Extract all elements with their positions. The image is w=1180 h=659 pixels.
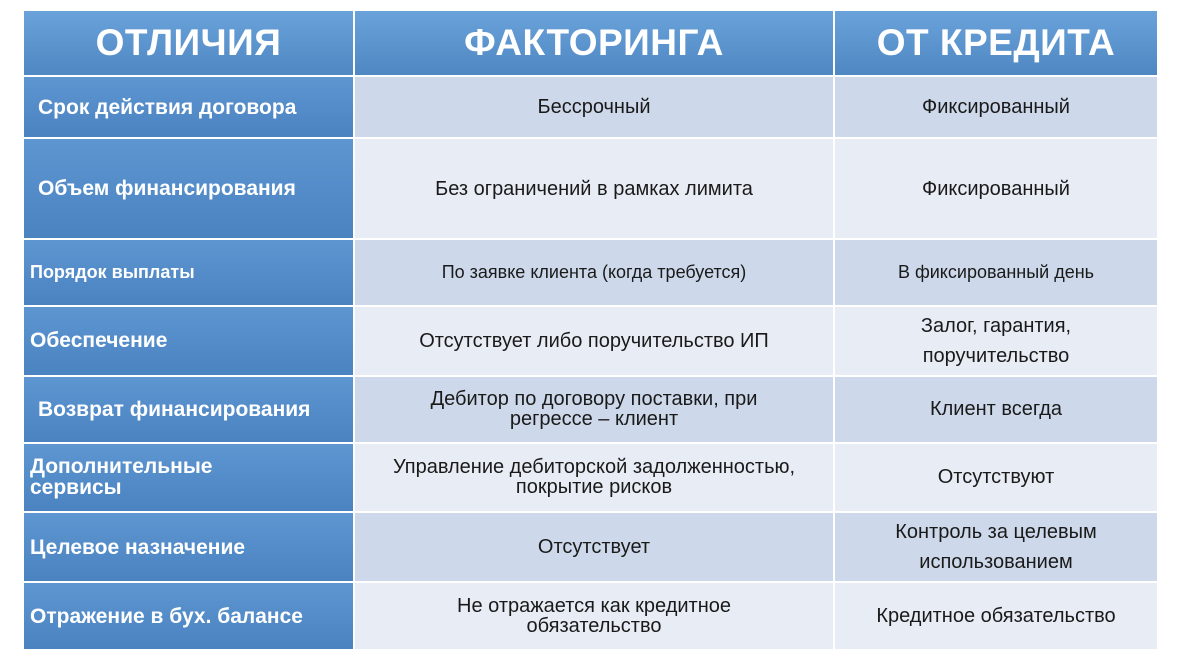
header-differences: ОТЛИЧИЯ [23,10,354,76]
table-row [23,76,1158,138]
row-label-balance: Отражение в бух. балансе [23,582,354,650]
comparison-table [22,9,1159,651]
cell-factoring-collateral: Отсутствует либо поручительство ИП [354,306,834,376]
row-label-payment-order: Порядок выплаты [23,239,354,305]
header-factoring: ФАКТОРИНГА [354,10,834,76]
comparison-slide [22,9,1157,651]
cell-factoring-repayment: Дебитор по договору поставки, при регрессе – клиент [354,376,834,442]
cell-credit-volume: Фиксированный [834,138,1158,239]
cell-credit-repayment: Клиент всегда [834,376,1158,442]
cell-factoring-volume: Без ограничений в рамках лимита [354,138,834,239]
row-label-repayment: Возврат финансирования [23,376,354,442]
table-header-row [23,10,1158,76]
cell-factoring-extra-services: Управление дебиторской задолженностью, покрытие рисков [354,443,834,512]
cell-factoring-purpose: Отсутствует [354,512,834,582]
row-label-collateral: Обеспечение [23,306,354,376]
cell-credit-term: Фиксированный [834,76,1158,138]
table-row [23,306,1158,376]
cell-factoring-payment-order: По заявке клиента (когда требуется) [354,239,834,305]
table-row [23,138,1158,239]
row-label-extra-services: Дополнительные сервисы [23,443,354,512]
table-row [23,239,1158,305]
header-credit: ОТ КРЕДИТА [834,10,1158,76]
cell-factoring-balance: Не отражается как кредитное обязательство [354,582,834,650]
table-row [23,443,1158,512]
table-row [23,512,1158,582]
cell-credit-purpose: Контроль за целевым использованием [834,512,1158,582]
cell-credit-collateral: Залог, гарантия, поручительство [834,306,1158,376]
table-row [23,376,1158,442]
row-label-volume: Объем финансирования [23,138,354,239]
cell-credit-balance: Кредитное обязательство [834,582,1158,650]
table-row [23,582,1158,650]
cell-credit-payment-order: В фиксированный день [834,239,1158,305]
row-label-purpose: Целевое назначение [23,512,354,582]
cell-credit-extra-services: Отсутствуют [834,443,1158,512]
cell-factoring-term: Бессрочный [354,76,834,138]
row-label-term: Срок действия договора [23,76,354,138]
